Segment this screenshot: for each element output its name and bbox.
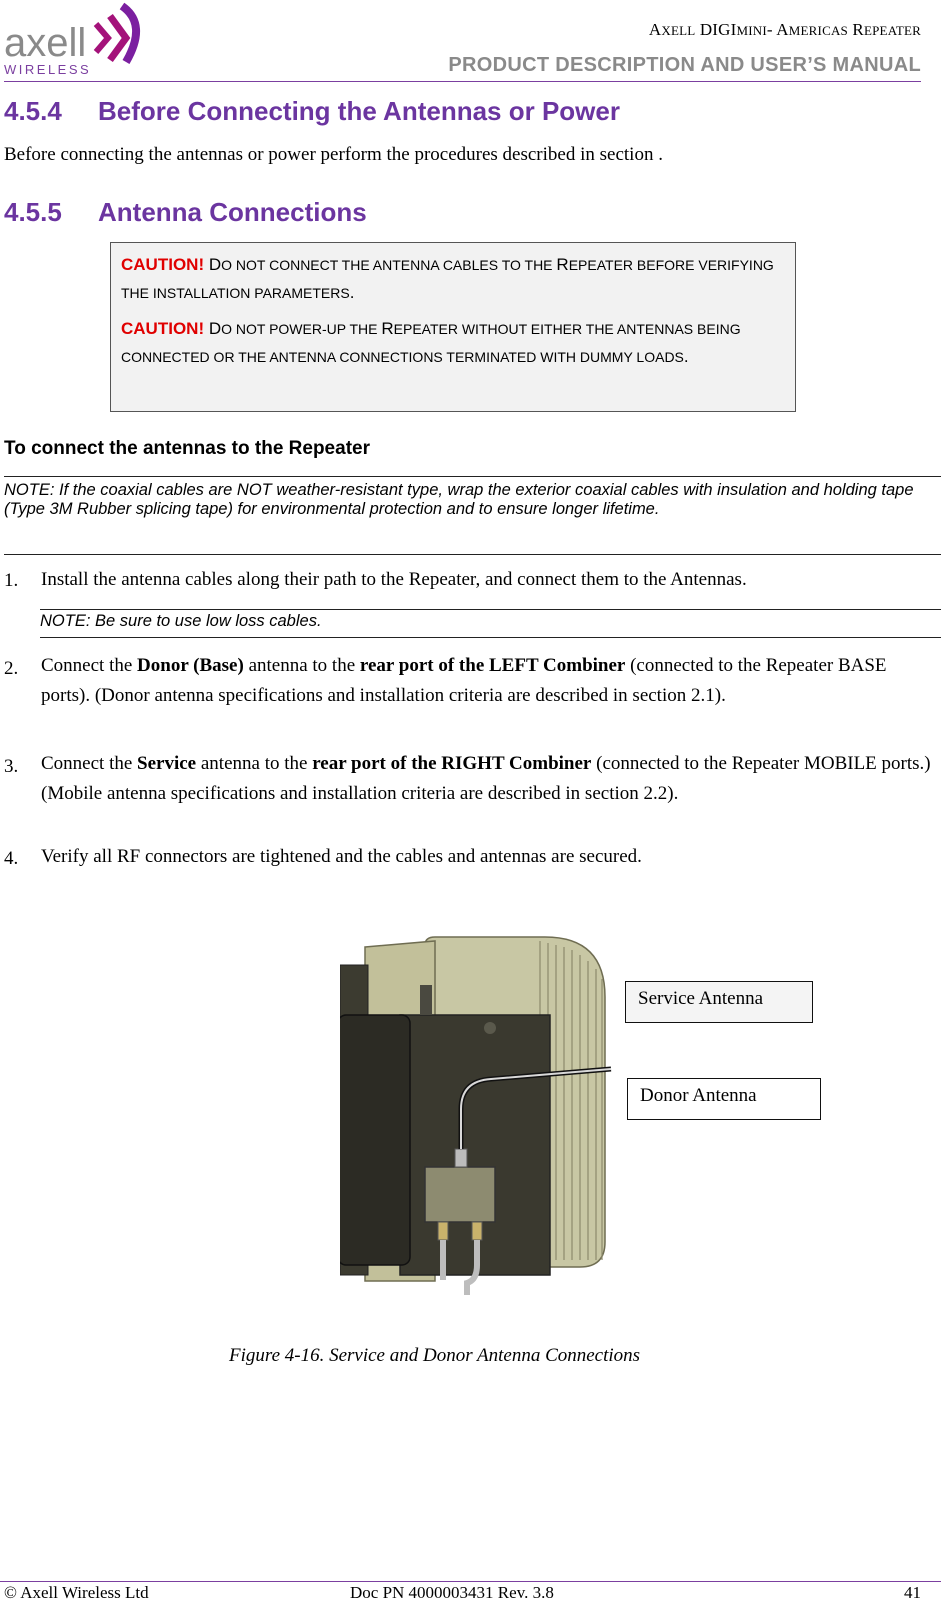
note-rule-top [4,476,941,477]
section-heading-455: 4.5.5 Antenna Connections [4,197,367,227]
footer-page-number: 41 [904,1583,921,1602]
caution-1: CAUTION! DO NOT CONNECT THE ANTENNA CABLES TO THE REPEATER BEFORE VERIFYING THE INSTALLATION PARAMETERS. [121,255,774,302]
section-454-text: Before connecting the antennas or power perform the procedures described in section . [4,144,663,165]
step-1-number: 1. [4,570,19,591]
repeater-illustration [340,935,640,1315]
caution-box [110,242,796,412]
caution-2: CAUTION! DO NOT POWER-UP THE REPEATER WITHOUT EITHER THE ANTENNAS BEING CONNECTED OR THE ANTENNA CONNECTIONS TERMINATED WITH DUMMY LOADS. [121,319,741,366]
note2-rule-top [40,609,941,610]
note2-rule-bottom [40,637,941,638]
header-rule [4,81,921,82]
note-rule-bottom [4,554,941,555]
procedure-heading: To connect the antennas to the Repeater [4,438,370,459]
footer-doc-number: Doc PN 4000003431 Rev. 3.8 [350,1583,554,1602]
manual-product-title: AXELL DIGIMINI- AMERICAS REPEATER [648,20,921,39]
manual-subtitle: PRODUCT DESCRIPTION AND USER’S MANUAL [448,54,921,76]
note-low-loss: NOTE: Be sure to use low loss cables. [40,612,322,630]
step-1-text: Install the antenna cables along their path to the Repeater, and connect them to the Antennas. [41,569,747,590]
footer-copyright: © Axell Wireless Ltd [4,1583,149,1602]
donor-antenna-label: Donor Antenna [627,1078,821,1120]
axell-logo [4,2,154,78]
section-heading-454: 4.5.4 Before Connecting the Antennas or Power [4,96,620,126]
logo-subtext: WIRELESS [4,62,92,77]
step-2-text: Connect the Donor (Base) antenna to the rear port of the LEFT Combiner (connected to the Repeater BASE ports). (Donor antenna specifications and installation criteria are described in section 2.1). [41,655,887,706]
note-coaxial: NOTE: If the coaxial cables are NOT weather-resistant type, wrap the exterior coaxial cables with insulation and holding tape (Type 3M Rubber splicing tape) for environmental protection and to ensure longer lifetime. [4,481,914,518]
service-antenna-label: Service Antenna [625,981,813,1023]
step-4-number: 4. [4,848,19,869]
logo-wordmark: axell [4,21,87,65]
footer-rule [0,1581,941,1582]
step-3-number: 3. [4,756,19,777]
step-3-text: Connect the Service antenna to the rear port of the RIGHT Combiner (connected to the Repeater MOBILE ports.) (Mobile antenna specifications and installation criteria are described in section 2.2). [41,753,931,804]
step-2-number: 2. [4,658,19,679]
figure-caption: Figure 4-16. Service and Donor Antenna Connections [229,1345,641,1366]
step-4-text: Verify all RF connectors are tightened and the cables and antennas are secured. [41,846,642,867]
